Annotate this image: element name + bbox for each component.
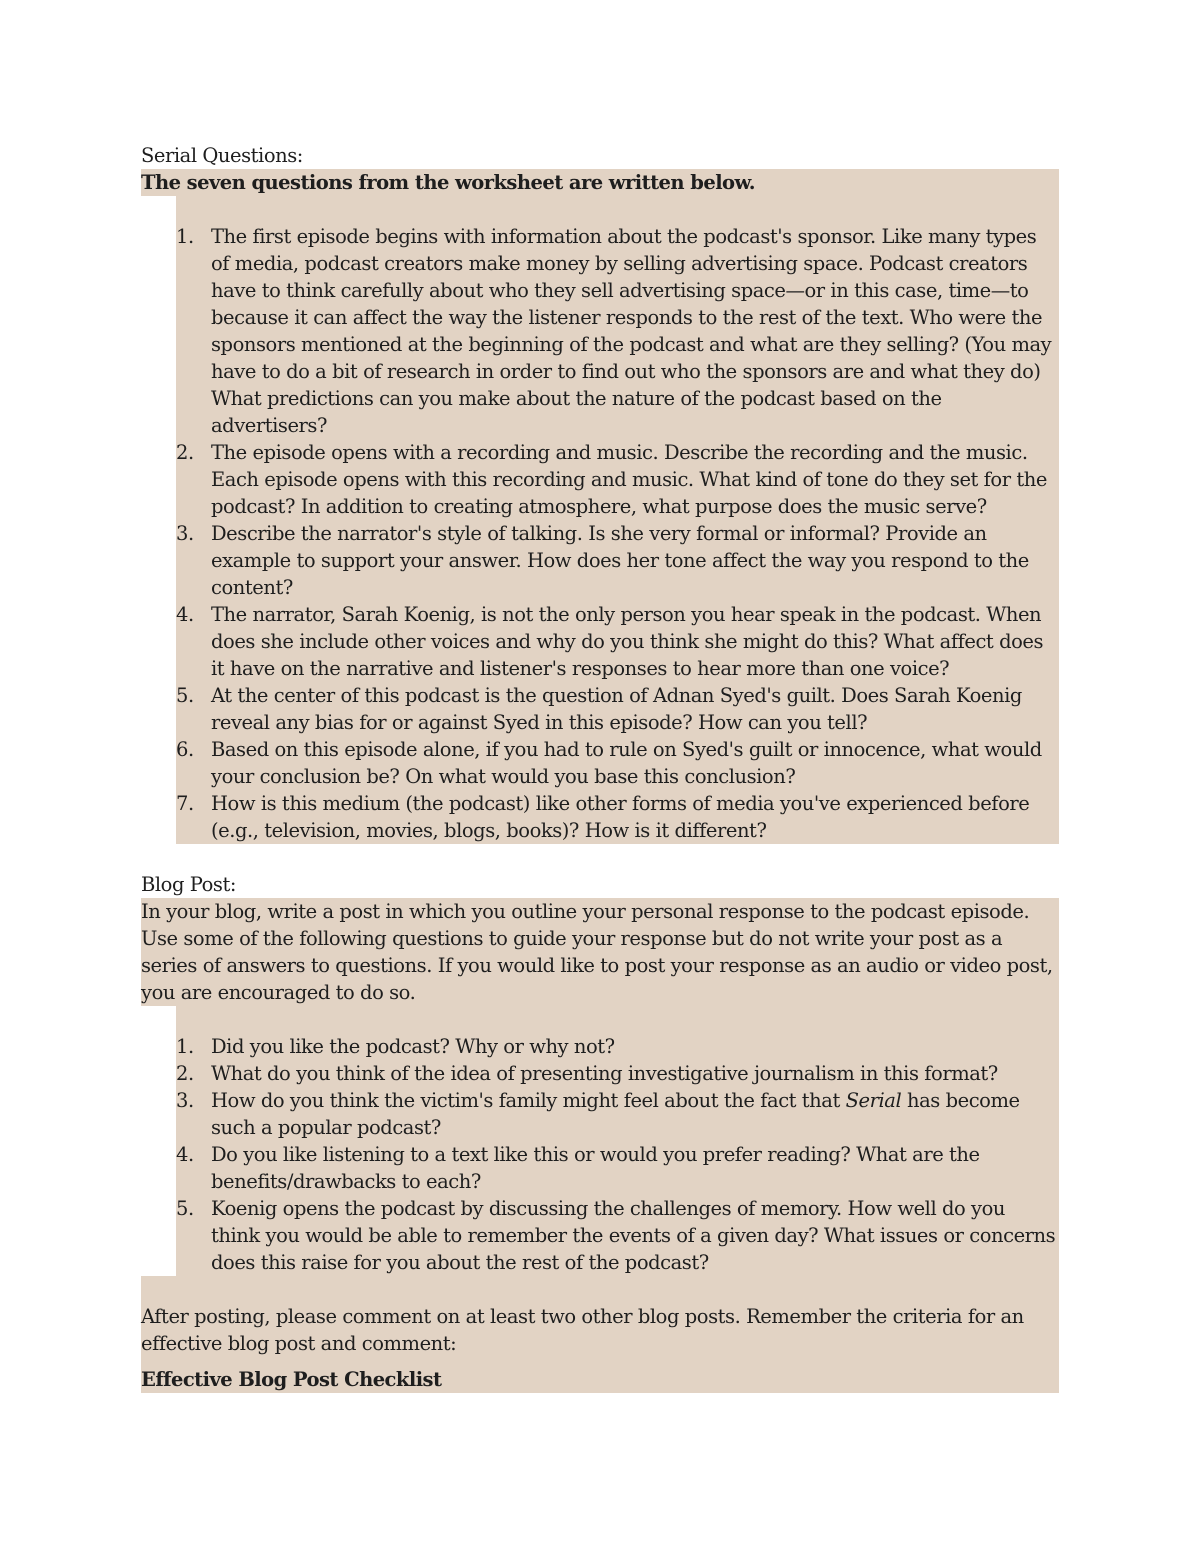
list-number: 7. (176, 792, 194, 815)
list-item-text: At the center of this podcast is the question of Adnan Syed's guilt. Does Sarah Koenig reveal any bias for or against Syed in this episode? How can you tell? (211, 684, 1022, 734)
serial-title-italic: Serial (845, 1089, 902, 1112)
list-number: 2. (176, 441, 194, 464)
list-item-text: Describe the narrator's style of talking. Is she very formal or informal? Provide an example to support your answer. How does her tone affect the way you respond to the content? (211, 522, 1029, 599)
list-item (176, 520, 1059, 601)
list-item (176, 790, 1059, 844)
list-item (176, 736, 1059, 790)
document-page (141, 142, 1059, 1393)
list-item-text: The episode opens with a recording and music. Describe the recording and the music. Each episode opens with this recording and music. What kind of tone do they set for the podcast? In addition to creating atmosphere, what purpose does the music serve? (211, 441, 1047, 518)
list-item (176, 601, 1059, 682)
list-item (176, 1087, 1059, 1141)
serial-questions-block (176, 196, 1059, 844)
list-number: 6. (176, 738, 194, 761)
checklist-heading: Effective Blog Post Checklist (141, 1368, 442, 1391)
list-item-text-after: has become such a popular podcast? (211, 1089, 1020, 1139)
list-number: 1. (176, 1035, 194, 1058)
serial-intro-block (141, 169, 1059, 196)
blog-questions-block (176, 1006, 1059, 1276)
list-item (176, 1141, 1059, 1195)
list-number: 4. (176, 1143, 194, 1166)
spacer (176, 196, 1059, 223)
list-item (176, 1195, 1059, 1276)
serial-subheading: The seven questions from the worksheet are written below. (141, 171, 756, 194)
serial-questions-heading: Serial Questions: (141, 144, 303, 167)
list-number: 3. (176, 1089, 194, 1112)
list-item (176, 1033, 1059, 1060)
list-item-text: The first episode begins with information about the podcast's sponsor. Like many types of media, podcast creators make money by selling advertising space. Podcast creators have to think carefully about who they sell advertising space—or in this case, time—to because it can affect the way the listener responds to the rest of the text. Who were the sponsors mentioned at the beginning of the podcast and what are they selling? (You may have to do a bit of research in order to find out who the sponsors are and what they do) What predictions can you make about the nature of the podcast based on the advertisers? (211, 225, 1052, 437)
spacer (176, 1006, 1059, 1033)
list-number: 3. (176, 522, 194, 545)
blog-questions-list (176, 1033, 1059, 1276)
list-item-text: How is this medium (the podcast) like other forms of media you've experienced before (e.g., television, movies, blogs, books)? How is it different? (211, 792, 1030, 842)
list-item-text: What do you think of the idea of presenting investigative journalism in this format? (211, 1062, 998, 1085)
list-number: 1. (176, 225, 194, 248)
blog-intro-block (141, 898, 1059, 1006)
list-item (176, 682, 1059, 736)
spacer (141, 1276, 1059, 1303)
spacer (141, 1357, 1059, 1366)
blog-closing-block (141, 1276, 1059, 1393)
list-number: 4. (176, 603, 194, 626)
list-item-text: The narrator, Sarah Koenig, is not the only person you hear speak in the podcast. When does she include other voices and why do you think she might do this? What affect does it have on the narrative and listener's responses to hear more than one voice? (211, 603, 1044, 680)
list-number: 2. (176, 1062, 194, 1085)
list-item-text: Based on this episode alone, if you had to rule on Syed's guilt or innocence, what would your conclusion be? On what would you base this conclusion? (211, 738, 1042, 788)
spacer (141, 844, 1059, 871)
after-posting-text: After posting, please comment on at least two other blog posts. Remember the criteria for an effective blog post and comment: (141, 1305, 1024, 1355)
list-number: 5. (176, 1197, 194, 1220)
list-item-text: Did you like the podcast? Why or why not? (211, 1035, 615, 1058)
list-item-text: Do you like listening to a text like this or would you prefer reading? What are the benefits/drawbacks to each? (211, 1143, 980, 1193)
list-item (176, 223, 1059, 439)
list-item (176, 439, 1059, 520)
list-item-text: Koenig opens the podcast by discussing the challenges of memory. How well do you think you would be able to remember the events of a given day? What issues or concerns does this raise for you about the rest of the podcast? (211, 1197, 1056, 1274)
list-item-text-before: How do you think the victim's family might feel about the fact that (211, 1089, 846, 1112)
list-number: 5. (176, 684, 194, 707)
serial-questions-list (176, 223, 1059, 844)
list-item (176, 1060, 1059, 1087)
blog-post-heading: Blog Post: (141, 873, 236, 896)
blog-intro: In your blog, write a post in which you outline your personal response to the podcast episode. Use some of the following questions to guide your response but do not write your post as a series of answers to questions. If you would like to post your response as an audio or video post, you are encouraged to do so. (141, 900, 1053, 1004)
